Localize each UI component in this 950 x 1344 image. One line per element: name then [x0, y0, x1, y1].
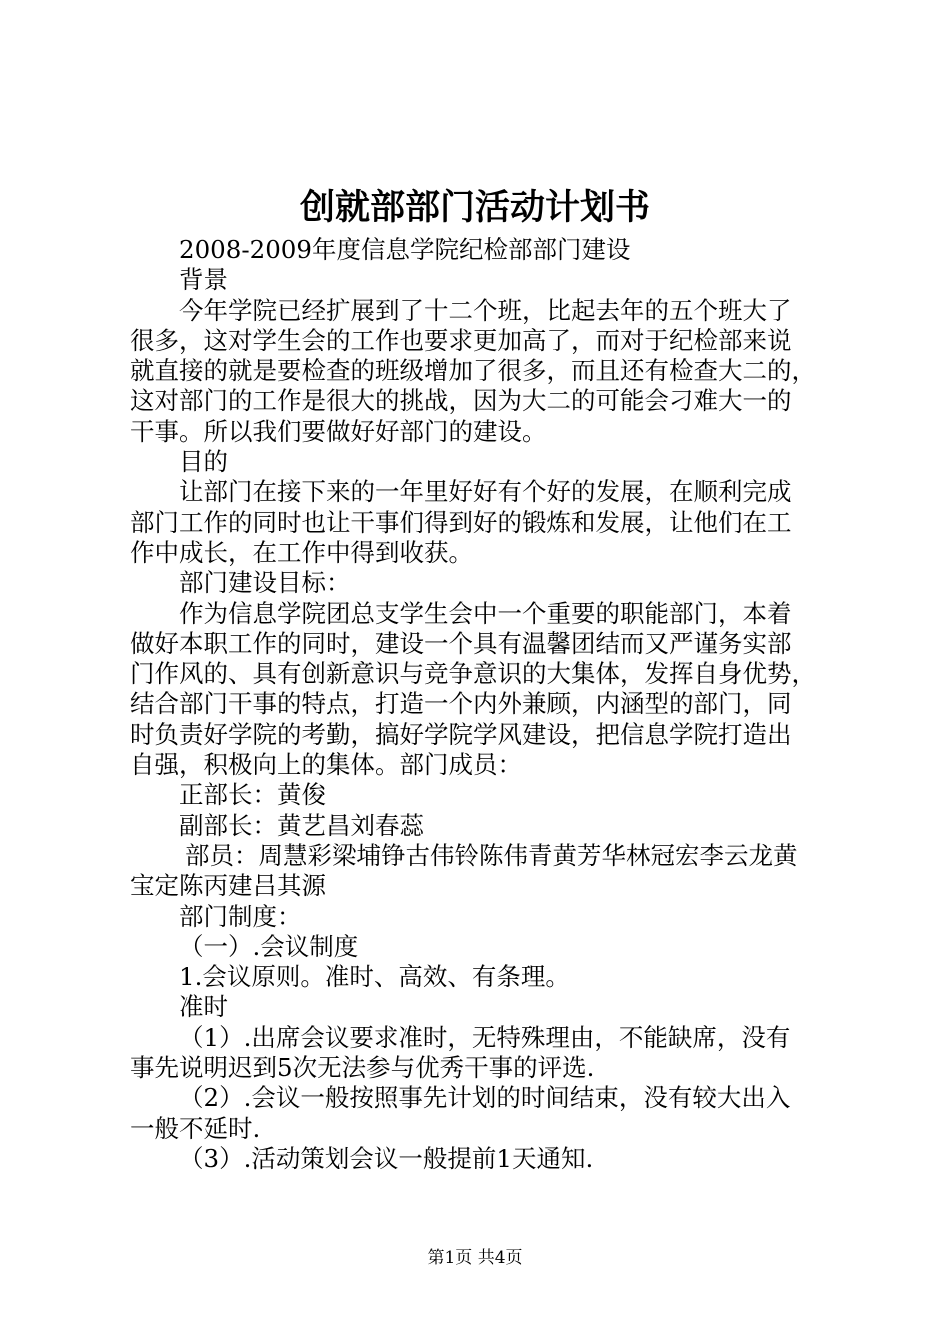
list-item: （2）.会议一般按照事先计划的时间结束，没有较大出入	[179, 1083, 791, 1113]
paragraph-line: 这对部门的工作是很大的挑战，因为大二的可能会刁难大一的	[130, 386, 792, 416]
paragraph-line: 作为信息学院团总支学生会中一个重要的职能部门，本着	[179, 598, 792, 628]
paragraph-line: 很多，这对学生会的工作也要求更加高了，而对于纪检部来说	[130, 325, 792, 355]
list-item: （1）.出席会议要求准时，无特殊理由，不能缺席，没有	[179, 1022, 791, 1052]
paragraph-line: 门作风的、具有创新意识与竞争意识的大集体，发挥自身优势，	[130, 659, 816, 689]
list-item: 1.会议原则。准时、高效、有条理。	[179, 962, 570, 992]
subtitle-line: 2008-2009年度信息学院纪检部部门建设	[179, 235, 631, 264]
subsection-heading: （一）.会议制度	[179, 931, 359, 961]
section-heading-purpose: 目的	[179, 447, 228, 477]
section-heading-background: 背景	[179, 265, 228, 295]
list-item: （3）.活动策划会议一般提前1天通知.	[179, 1143, 594, 1173]
paragraph-line: 作中成长，在工作中得到收获。	[130, 537, 473, 567]
page-footer: 第1页 共4页	[427, 1248, 523, 1268]
document-body	[130, 235, 830, 1174]
paragraph-line: 干事。所以我们要做好好部门的建设。	[130, 416, 547, 446]
list-heading: 准时	[179, 992, 228, 1022]
member-line-head: 正部长：黄俊	[179, 780, 326, 810]
paragraph-line: 做好本职工作的同时，建设一个具有温馨团结而又严谨务实部	[130, 628, 792, 658]
document-title: 创就部部门活动计划书	[299, 188, 650, 228]
paragraph-line: 让部门在接下来的一年里好好有个好的发展，在顺利完成	[179, 477, 792, 507]
paragraph-line: 自强，积极向上的集体。部门成员：	[130, 750, 522, 780]
paragraph-line: 部门工作的同时也让干事们得到好的锻炼和发展，让他们在工	[130, 507, 792, 537]
paragraph-line: 时负责好学院的考勤，搞好学院学风建设，把信息学院打造出	[130, 719, 792, 749]
member-line-staff: 部员：周慧彩梁埔铮古伟铃陈伟青黄芳华林冠宏李云龙黄	[185, 840, 798, 870]
section-heading-goals: 部门建设目标：	[179, 568, 351, 598]
member-line-deputy: 副部长：黄艺昌刘春蕊	[179, 810, 424, 840]
paragraph-line: 结合部门干事的特点，打造一个内外兼顾，内涵型的部门，同	[130, 689, 792, 719]
list-item-cont: 事先说明迟到5次无法参与优秀干事的评选.	[130, 1053, 595, 1083]
paragraph-line: 今年学院已经扩展到了十二个班，比起去年的五个班大了	[179, 295, 792, 325]
paragraph-line: 就直接的就是要检查的班级增加了很多，而且还有检查大二的，	[130, 356, 816, 386]
list-item-cont: 一般不延时.	[130, 1113, 261, 1143]
member-line-staff-cont: 宝定陈丙建吕其源	[130, 871, 326, 901]
section-heading-rules: 部门制度：	[179, 901, 302, 931]
